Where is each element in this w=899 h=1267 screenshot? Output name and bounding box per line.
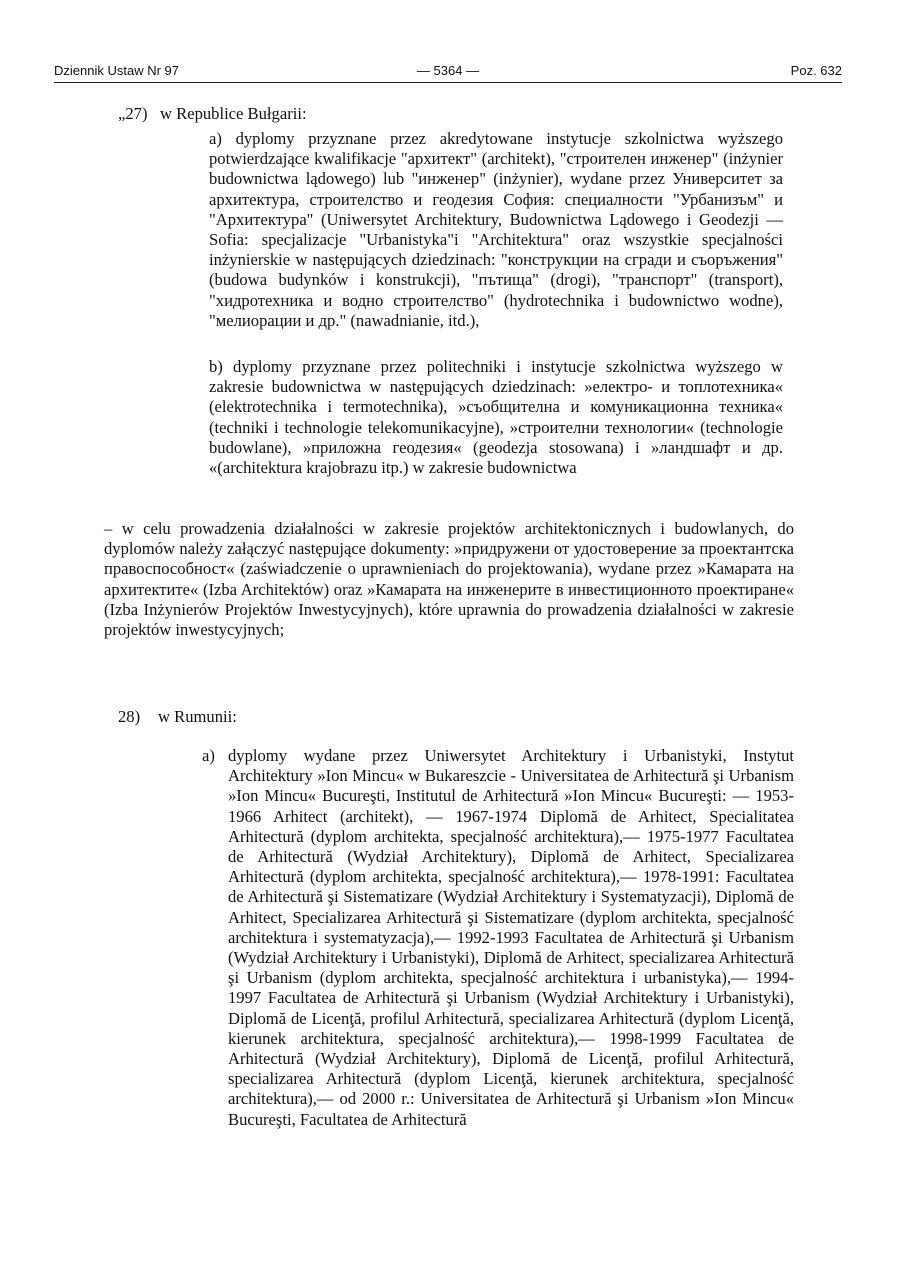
item-27-label: „27) [118,104,148,123]
journal-title: Dziennik Ustaw Nr 97 [54,63,179,78]
page-number: — 5364 — [416,63,480,78]
item-27-paragraph-a: a) dyplomy przyznane przez akredytowane instytucje szkolnictwa wyższego potwierdzające kwalifikacje "архитект" (architekt), "строителен инженер" (inżynier budownictwa lądowego) lub "инженер" (inżynier), wydane przez Университет за архитектура, строителство и геодезия София: специалности "Урбанизъм" и "Архитектура" (Uniwersytet Architektury, Budownictwa Lądowego i Geodezji — Sofia: specjalizacje "Urbanistyka"i "Architektura" oraz wszystkie specjalności inżynierskie w następujących dziedzinach: "конструкции на сгради и съоръжения" (budowa budynków i konstrukcji), "пътища" (drogi), "транспорт" (transport), "хидротехника и водно строителство" (hydrotechnika i budownictwo wodne), "мелиорации и др." (nawadnianie, itd.), [209,129,783,330]
item-28-title: w Rumunii: [158,707,237,726]
item-28-label: 28) [118,707,141,726]
item-27-title: w Republice Bułgarii: [160,104,307,123]
position-number: Poz. 632 [790,63,842,78]
item-28-paragraph-a: dyplomy wydane przez Uniwersytet Architektury i Urbanistyki, Instytut Architektury »Ion Mincu« w Bukareszcie - Universitatea de Arhitectură şi Urbanism »Ion Mincu« Bucureşti, Institutul de Arhitectură »Ion Mincu« Bucureşti: — 1953-1966 Arhitect (architekt), — 1967-1974 Diplomă de Arhitect, Specialitatea Arhitectură (dyplom architekta, specjalność architektura),— 1975-1977 Facultatea de Arhitectură (Wydział Architektury), Diplomă de Arhitect, Specializarea Arhitectură (dyplom architekta, specjalność architektura),— 1978-1991: Facultatea de Arhitectură şi Sistematizare (Wydział Architektury i Systematyzacji), Diplomă de Arhitect, Specializarea Arhitectură şi Sistematizare (dyplom architekta, specjalność architektura i systematyzacja),— 1992-1993 Facultatea de Arhitectură şi Urbanism (Wydział Architektury i Urbanistyki), Diplomă de Arhitect, specializarea Arhitectură şi Urbanism (dyplom architekta, specjalność architektura i urbanistyka),— 1994-1997 Facultatea de Arhitectură şi Urbanism (Wydział Architektury i Urbanistyki), Diplomă de Licenţă, profilul Arhitectură, specializarea Arhitectură (dyplom Licenţă, kierunek architektura, specjalność architektura),— 1998-1999 Facultatea de Arhitectură (Wydział Architektury), Diplomă de Licenţă, profilul Arhitectură, specializarea Arhitectură (dyplom Licenţă, kierunek architektura, specjalność architektura),— od 2000 r.: Universitatea de Arhitectură şi Urbanism »Ion Mincu« Bucureşti, Facultatea de Arhitectură [228,746,794,1129]
item-27-paragraph-b: b) dyplomy przyznane przez politechniki i instytucje szkolnictwa wyższego w zakresie budownictwa w następujących dziedzinach: »електро- и топлотехника« (elektrotechnika i termotechnika), »съобщителна и комуникационна техника« (techniki i technologie telekomunikacyjne), »строителни технологии« (technologie budowlane), »приложна геодезия« (geodezja stosowana) i »ландшафт и др. «(architektura krajobrazu itp.) w zakresie budownictwa [209,357,783,478]
item-28-a-label: a) [202,746,215,765]
item-27-note: – w celu prowadzenia działalności w zakresie projektów architektonicznych i budowlanych, do dyplomów należy załączyć następujące dokumenty: »придружени от удостоверение за проектантска правоспособност« (zaświadczenie o uprawnieniach do projektowania), wydane przez »Камарата на архитектите« (Izba Architektów) oraz »Камарата на инженерите в инвестиционното проектиране« (Izba Inżynierów Projektów Inwestycyjnych), które uprawnia do prowadzenia działalności w zakresie projektów inwestycyjnych; [104,519,794,640]
page-header [54,62,842,83]
